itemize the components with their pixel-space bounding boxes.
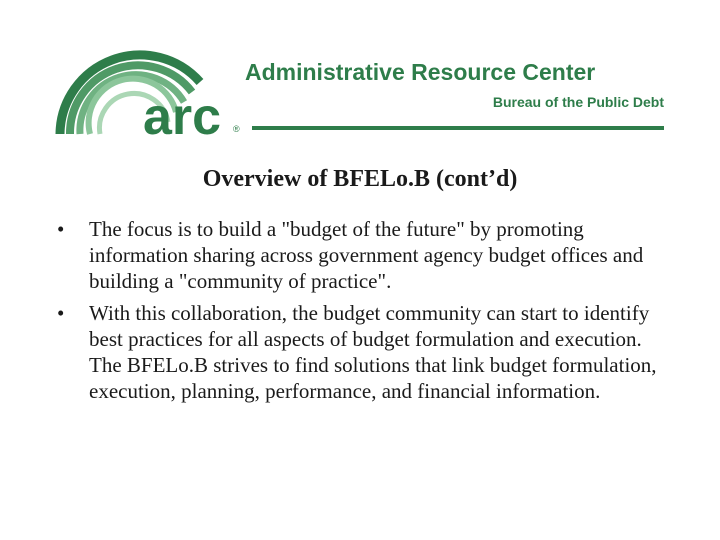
logo-registered-mark: ® (233, 124, 240, 134)
list-item (56, 300, 676, 404)
logo-title: Administrative Resource Center (245, 59, 596, 85)
slide-title: Overview of BFELo.B (cont’d) (202, 166, 518, 192)
list-item (56, 216, 676, 294)
arc-logo-icon (50, 48, 245, 138)
logo-mark-text: arc (143, 88, 222, 138)
bullet-icon: • (57, 301, 65, 325)
logo-subtitle: Bureau of the Public Debt (492, 94, 664, 110)
bullet-text: With this collaboration, the budget community can start to identify best practices for all aspects of budget formulation and execution. The BFELo.B strives to find solutions that link budget formulation, execution, planning, performance, and financial information. (89, 301, 657, 403)
bullet-icon: • (57, 217, 65, 241)
bullet-list (56, 216, 676, 410)
bullet-text: The focus is to build a "budget of the future" by promoting information sharing across government agency budget offices and building a "community of practice". (89, 217, 644, 293)
logo-divider (252, 126, 664, 130)
